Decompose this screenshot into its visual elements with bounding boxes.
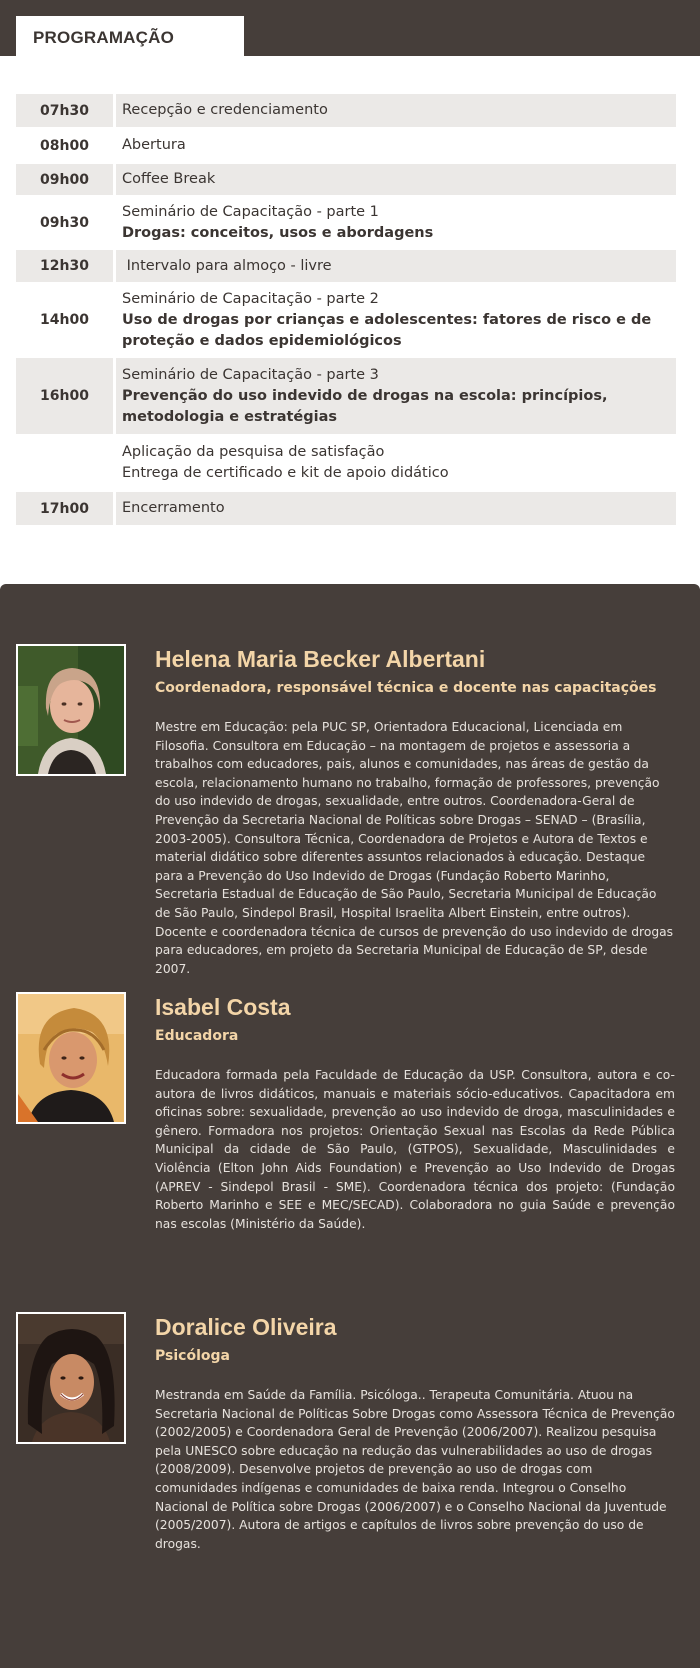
schedule-description bbox=[116, 358, 676, 434]
schedule-activity: Aplicação da pesquisa de satisfação bbox=[122, 444, 385, 460]
schedule-description bbox=[116, 492, 676, 525]
schedule-time: 16h00 bbox=[16, 358, 113, 434]
speaker-name: Helena Maria Becker Albertani bbox=[155, 646, 486, 672]
schedule-row bbox=[16, 358, 676, 434]
speaker-name: Doralice Oliveira bbox=[155, 1314, 337, 1340]
schedule-description bbox=[116, 94, 676, 127]
portrait-helena-image bbox=[18, 646, 124, 774]
schedule-activity: Abertura bbox=[122, 137, 186, 153]
speakers-section bbox=[0, 584, 700, 1668]
speaker-bio: Mestre em Educação: pela PUC SP, Orientadora Educacional, Licenciada em Filosofia. Consultora em Educação – na montagem de projetos e assessoria a trabalhos com educadores, pais, alunos e comunidades, nas áreas de gestão da escola, relacionamento humano no trabalho, formação de professores, prevenção do uso indevido de drogas, sexualidade, entre outros. Coordenadora-Geral de Prevenção da Secretaria Nacional de Políticas sobre Drogas – SENAD – (Brasília, 2003-2005). Consultora Técnica, Coordenadora de Projetos e Autora de Textos e material didático sobre diferentes assuntos relacionados à educação. Destaque para a Prevenção do Uso Indevido de Drogas (Fundação Roberto Marinho, Secretaria Estadual de Educação de São Paulo, Secretaria Municipal de Educação de São Paulo, Sindepol Brasil, Hospital Israelita Albert Einstein, entre outros). Docente e coordenadora técnica de cursos de prevenção do uso indevido de drogas para educadores, em projeto da Secretaria Municipal de Educação de SP, desde 2007. bbox=[155, 720, 674, 976]
schedule-time: 08h00 bbox=[16, 130, 113, 161]
schedule-activity: Coffee Break bbox=[122, 171, 216, 187]
schedule-activity: Recepção e credenciamento bbox=[122, 102, 328, 118]
speaker-bio: Mestranda em Saúde da Família. Psicóloga.. Terapeuta Comunitária. Atuou na Secretaria Nacional de Políticas Sobre Drogas como Assessora Técnica de Prevenção (2002/2005) e Coordenadora Geral de Prevenção (2006/2007). Realizou pesquisa pela UNESCO sobre educação na redução das vulnerabilidades ao uso de drogas (2008/2009). Desenvolve projetos de prevenção ao uso de drogas com comunidades indígenas e comunidades de baixa renda. Integrou o Conselho Nacional de Política sobre Drogas (2006/2007) e o Conselho Nacional da Juventude (2005/2007). Autora de artigos e capítulos de livros sobre prevenção do uso de drogas. bbox=[155, 1388, 675, 1551]
schedule-description bbox=[116, 164, 676, 195]
schedule-time: 07h30 bbox=[16, 94, 113, 127]
schedule-activity: Intervalo para almoço - livre bbox=[122, 257, 332, 274]
page-title: PROGRAMAÇÃO bbox=[33, 28, 175, 47]
schedule-time: 09h00 bbox=[16, 164, 113, 195]
speaker-photo bbox=[16, 992, 126, 1124]
schedule-description bbox=[116, 130, 676, 161]
schedule-row bbox=[16, 130, 676, 161]
schedule-row bbox=[16, 285, 676, 355]
schedule-activity: Seminário de Capacitação - parte 3 bbox=[122, 366, 379, 383]
schedule-table bbox=[16, 94, 676, 528]
schedule-activity: Seminário de Capacitação - parte 1 bbox=[122, 203, 379, 220]
schedule-topic: Prevenção do uso indevido de drogas na escola: princípios, metodologia e estratégias bbox=[122, 387, 608, 425]
speaker-role: Educadora bbox=[155, 1028, 239, 1044]
schedule-row bbox=[16, 164, 676, 195]
schedule-row bbox=[16, 198, 676, 247]
schedule-topic: Uso de drogas por crianças e adolescentes: fatores de risco e de proteção e dados epidemiológicos bbox=[122, 311, 652, 349]
speaker-photo bbox=[16, 1312, 126, 1444]
schedule-description bbox=[116, 198, 676, 247]
schedule-time bbox=[16, 437, 113, 489]
speaker-role: Psicóloga bbox=[155, 1348, 230, 1364]
schedule-time: 17h00 bbox=[16, 492, 113, 525]
speaker-name: Isabel Costa bbox=[155, 994, 291, 1020]
portrait-isabel-image bbox=[18, 994, 124, 1122]
speaker-role: Coordenadora, responsável técnica e docente nas capacitações bbox=[155, 680, 657, 696]
schedule-time: 09h30 bbox=[16, 198, 113, 247]
portrait-doralice-image bbox=[18, 1314, 124, 1442]
schedule-activity: Encerramento bbox=[122, 500, 225, 516]
speaker-bio: Educadora formada pela Faculdade de Educação da USP. Consultora, autora e co-autora de livros didáticos, manuais e materiais sócio-educativos. Capacitadora em oficinas sobre: sexualidade, prevenção ao uso indevido de droga, masculinidades e gênero. Formadora nos projetos: Orientação Sexual nas Escolas da Rede Pública Municipal da cidade de São Paulo, (GTPOS), Sexualidade, Masculinidades e Violência (Elton John Aids Foundation) e Prevenção ao Uso Indevido de Drogas (APREV - Sindepol Brasil - SME). Coordenadora técnica dos projeto: (Fundação Roberto Marinho e SEE e MEC/SECAD). Colaboradora no guia Saúde e prevenção nas escolas (Ministério da Saúde). bbox=[155, 1068, 675, 1231]
schedule-description bbox=[116, 250, 676, 282]
schedule-description bbox=[116, 437, 676, 489]
schedule-activity-2: Entrega de certificado e kit de apoio didático bbox=[122, 465, 449, 481]
schedule-description bbox=[116, 285, 676, 355]
schedule-topic: Drogas: conceitos, usos e abordagens bbox=[122, 224, 434, 241]
schedule-activity: Seminário de Capacitação - parte 2 bbox=[122, 290, 379, 307]
schedule-row bbox=[16, 437, 676, 489]
schedule-time: 14h00 bbox=[16, 285, 113, 355]
speaker-photo bbox=[16, 644, 126, 776]
schedule-row bbox=[16, 492, 676, 525]
schedule-time: 12h30 bbox=[16, 250, 113, 282]
schedule-row bbox=[16, 94, 676, 127]
schedule-row bbox=[16, 250, 676, 282]
